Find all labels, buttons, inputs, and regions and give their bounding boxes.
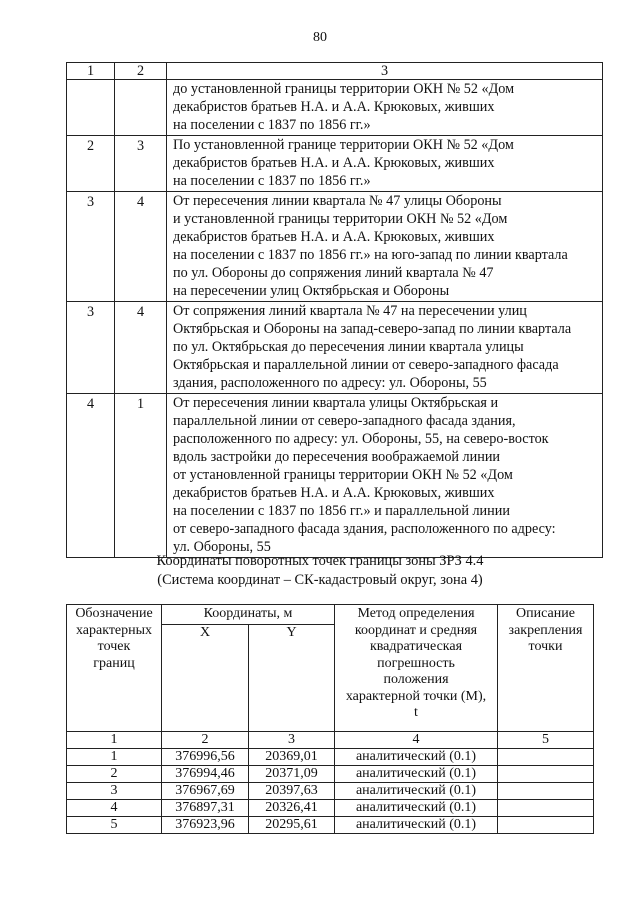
text-line: декабристов братьев Н.А. и А.А. Крюковых, живших (173, 99, 495, 115)
x-coordinate: 376994,46 (162, 766, 249, 783)
text-line: ул. Обороны, 55 (173, 539, 271, 555)
table-row (67, 817, 594, 834)
text-line: до установленной границы территории ОКН № 52 «Дом (173, 81, 515, 97)
text-line: декабристов братьев Н.А. и А.А. Крюковых, живших (173, 229, 495, 245)
heading-line: Координаты поворотных точек границы зоны ЗРЗ 4.4 (156, 553, 484, 569)
table-header-row (67, 63, 603, 80)
fixing-description (498, 766, 594, 783)
table-row (67, 800, 594, 817)
header-cell: 2 (115, 63, 167, 80)
header-line: погрешность (377, 655, 455, 671)
column-number: 2 (162, 732, 249, 749)
method-value: аналитический (0.1) (335, 800, 498, 817)
zone-coordinates-heading (0, 552, 640, 590)
header-line: квадратическая (369, 639, 463, 654)
text-line: здания, расположенного по адресу: ул. Обороны, 55 (173, 375, 487, 391)
from-point-cell: 3 (67, 302, 115, 394)
segment-description (167, 394, 603, 558)
x-coordinate: 376897,31 (162, 800, 249, 817)
segment-description (167, 192, 603, 302)
text-line: вдоль застройки до пересечения воображаемой линии (173, 449, 501, 465)
header-line: Обозначение (75, 606, 153, 621)
header-cell: 1 (67, 63, 115, 80)
fixing-description-header (498, 605, 594, 732)
y-coordinate: 20371,09 (249, 766, 335, 783)
method-value: аналитический (0.1) (335, 783, 498, 800)
from-point-cell: 3 (67, 192, 115, 302)
point-designation-header (67, 605, 162, 732)
y-coordinate: 20326,41 (249, 800, 335, 817)
fixing-description (498, 800, 594, 817)
fixing-description (498, 783, 594, 800)
y-header: Y (249, 625, 335, 732)
text-line: От пересечения линии квартала № 47 улицы Обороны (173, 193, 502, 209)
text-line: по ул. Октябрьская до пересечения линии квартала улицы (173, 339, 524, 355)
fixing-description (498, 749, 594, 766)
from-point-cell (67, 80, 115, 136)
header-line: t (414, 705, 418, 720)
header-line: характерных (75, 622, 153, 638)
method-value: аналитический (0.1) (335, 749, 498, 766)
fixing-description (498, 817, 594, 834)
to-point-cell: 4 (115, 192, 167, 302)
table-row (67, 302, 603, 394)
text-line: от установленной границы территории ОКН № 52 «Дом (173, 467, 513, 483)
from-point-cell: 4 (67, 394, 115, 558)
table-row (67, 766, 594, 783)
heading-line: (Система координат – СК-кадастровый округ, зона 4) (157, 572, 483, 588)
header-line: Метод определения (357, 606, 475, 621)
header-line: точки (528, 639, 563, 654)
text-line: на поселении с 1837 по 1856 гг.» и параллельной линии (173, 503, 510, 519)
to-point-cell: 1 (115, 394, 167, 558)
boundary-description-table (66, 62, 603, 558)
table-row (67, 136, 603, 192)
table-row (67, 394, 603, 558)
text-line: и установленной границы территории ОКН № 52 «Дом (173, 211, 508, 227)
point-number: 1 (67, 749, 162, 766)
text-line: на пересечении улиц Октябрьская и Обороны (173, 283, 450, 299)
coordinates-header: Координаты, м (162, 605, 335, 625)
text-line: по ул. Обороны до сопряжения линий квартала № 47 (173, 265, 494, 281)
page-number: 80 (313, 30, 327, 45)
method-value: аналитический (0.1) (335, 817, 498, 834)
text-line: параллельной линии от северо-западного фасада здания, (173, 413, 516, 429)
point-number: 2 (67, 766, 162, 783)
x-coordinate: 376996,56 (162, 749, 249, 766)
x-coordinate: 376923,96 (162, 817, 249, 834)
text-line: От пересечения линии квартала улицы Октябрьская и (173, 395, 499, 411)
text-line: По установленной границе территории ОКН № 52 «Дом (173, 137, 514, 153)
table-row (67, 192, 603, 302)
text-line: Октябрьская и Обороны на запад-северо-запад по линии квартала (173, 321, 572, 337)
to-point-cell: 4 (115, 302, 167, 394)
column-number: 5 (498, 732, 594, 749)
text-line: на поселении с 1837 по 1856 гг.» (173, 117, 371, 133)
column-number: 1 (67, 732, 162, 749)
coordinates-table (66, 604, 594, 834)
column-number: 4 (335, 732, 498, 749)
header-line: закрепления (508, 622, 583, 638)
to-point-cell (115, 80, 167, 136)
header-line: точек (97, 639, 131, 654)
segment-description (167, 302, 603, 394)
table-row (67, 80, 603, 136)
point-number: 5 (67, 817, 162, 834)
y-coordinate: 20369,01 (249, 749, 335, 766)
y-coordinate: 20295,61 (249, 817, 335, 834)
text-line: Октябрьская и параллельной линии от северо-западного фасада (173, 357, 559, 373)
table-header-row (67, 605, 594, 625)
text-line: декабристов братьев Н.А. и А.А. Крюковых, живших (173, 155, 495, 171)
x-coordinate: 376967,69 (162, 783, 249, 800)
text-line: от северо-западного фасада здания, расположенного по адресу: (173, 521, 556, 537)
table-row (67, 783, 594, 800)
segment-description (167, 80, 603, 136)
header-line: характерной точки (М), (345, 688, 487, 704)
column-number: 3 (249, 732, 335, 749)
from-point-cell: 2 (67, 136, 115, 192)
table-row (67, 749, 594, 766)
method-header (335, 605, 498, 732)
y-coordinate: 20397,63 (249, 783, 335, 800)
text-line: на поселении с 1837 по 1856 гг.» на юго-запад по линии квартала (173, 247, 568, 263)
point-number: 4 (67, 800, 162, 817)
header-line: границ (93, 655, 135, 671)
text-line: декабристов братьев Н.А. и А.А. Крюковых, живших (173, 485, 495, 501)
header-line: Описание (516, 606, 575, 621)
header-line: координат и средняя (354, 622, 478, 638)
header-line: положения (383, 672, 449, 687)
header-cell: 3 (167, 63, 603, 80)
method-value: аналитический (0.1) (335, 766, 498, 783)
text-line: на поселении с 1837 по 1856 гг.» (173, 173, 371, 189)
column-number-row (67, 732, 594, 749)
x-header: X (162, 625, 249, 732)
to-point-cell: 3 (115, 136, 167, 192)
text-line: расположенного по адресу: ул. Обороны, 55, на северо-восток (173, 431, 549, 447)
segment-description (167, 136, 603, 192)
point-number: 3 (67, 783, 162, 800)
text-line: От сопряжения линий квартала № 47 на пересечении улиц (173, 303, 527, 319)
